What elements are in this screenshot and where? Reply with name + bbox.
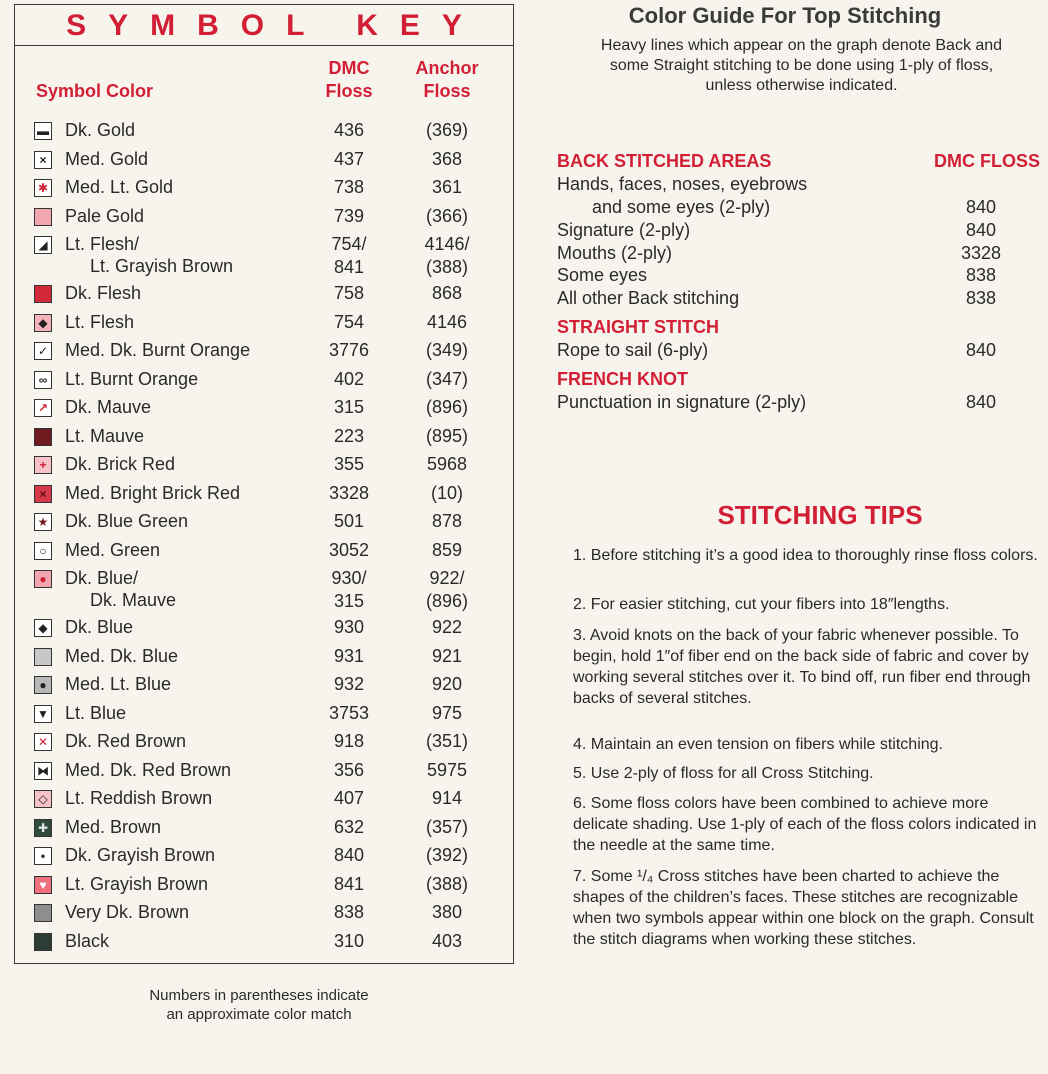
color-guide-intro	[555, 36, 1048, 96]
check-box-icon: ✓	[34, 342, 52, 360]
dmc-number	[311, 396, 387, 419]
symbol-color-name: Med. Gold	[65, 149, 149, 169]
anchor-number	[405, 730, 489, 753]
guide-row	[557, 264, 1011, 287]
dmc-number	[311, 645, 387, 668]
symbol-key-row	[15, 425, 513, 449]
dmc-value: 754/	[331, 234, 367, 254]
symbol-color-name: Dk. Red Brown	[65, 731, 187, 751]
symbol-color-name: Lt. Burnt Orange	[65, 369, 199, 389]
dmc-value: 930/	[331, 568, 367, 588]
dmc-floss-heading: DMC FLOSS	[934, 151, 1040, 171]
anchor-number	[405, 787, 489, 810]
anchor-value: 914	[431, 788, 463, 808]
dmc-value: 932	[333, 674, 365, 694]
symbol-color-name: Med. Dk. Burnt Orange	[65, 340, 251, 360]
dmc-number	[311, 873, 387, 896]
anchor-value: (357)	[425, 817, 469, 837]
straight-stitch-heading: STRAIGHT STITCH	[557, 317, 719, 337]
dmc-number	[311, 482, 387, 505]
symbol-key-row	[15, 539, 513, 563]
symbol-key-row	[15, 787, 513, 811]
anchor-number	[405, 368, 489, 391]
symbol-key-row	[15, 645, 513, 669]
dmc-value: 223	[333, 426, 365, 446]
anchor-value: (896)	[425, 397, 469, 417]
anchor-value: 380	[431, 902, 463, 922]
anchor-number	[405, 425, 489, 448]
anchor-value-line-2: (388)	[425, 257, 469, 277]
guide-row-label: All other Back stitching	[557, 288, 740, 308]
symbol-color-name: Med. Dk. Red Brown	[65, 760, 232, 780]
anchor-number	[405, 616, 489, 639]
guide-row-label: Mouths (2-ply)	[557, 243, 673, 263]
symbol-color-name: Dk. Brick Red	[65, 454, 176, 474]
stitching-tip: 6. Some floss colors have been combined to achieve more delicate shading. Use 1-ply of each of the floss colors indicated in the needle at the same time.	[573, 795, 1037, 854]
dmc-value: 758	[333, 283, 365, 303]
anchor-number	[405, 567, 489, 613]
symbol-key-row	[15, 730, 513, 754]
anchor-value: (347)	[425, 369, 469, 389]
dmc-number	[311, 282, 387, 305]
symbol-color-name: Lt. Blue	[65, 703, 127, 723]
anchor-number	[405, 453, 489, 476]
symbol-key-row	[15, 616, 513, 640]
footnote-line-1: Numbers in parentheses indicate	[149, 987, 369, 1004]
dmc-value: 841	[333, 874, 365, 894]
symbol-color-name: Very Dk. Brown	[65, 902, 190, 922]
guide-row-label: Punctuation in signature (2-ply)	[557, 392, 807, 412]
symbol-key-row	[15, 311, 513, 335]
back-stitched-heading: BACK STITCHED AREAS	[557, 151, 772, 171]
dark-plus-box-icon: ✚	[34, 819, 52, 837]
guide-row-label: Some eyes	[557, 265, 648, 285]
symbol-key-row	[15, 567, 513, 613]
dmc-value: 436	[333, 120, 365, 140]
anchor-value: 361	[431, 177, 463, 197]
anchor-number	[405, 759, 489, 782]
symbol-key-row	[15, 205, 513, 229]
anchor-value: 403	[431, 931, 463, 951]
anchor-number	[405, 176, 489, 199]
intro-line-3: unless otherwise indicated.	[705, 77, 898, 94]
symbol-color-name: Dk. Blue Green	[65, 511, 189, 531]
guide-row	[557, 242, 1011, 265]
symbol-color-header: Symbol Color	[36, 81, 154, 101]
symbol-key-row	[15, 873, 513, 897]
color-guide-title: Color Guide For Top Stitching	[628, 3, 942, 28]
anchor-value: 975	[431, 703, 463, 723]
anchor-value: 5968	[426, 454, 468, 474]
dmc-value: 931	[333, 646, 365, 666]
intro-line-1: Heavy lines which appear on the graph denote Back and	[600, 37, 1003, 54]
dmc-number	[311, 702, 387, 725]
plus-box-icon: +	[34, 456, 52, 474]
footnote	[14, 986, 504, 1024]
dmc-number	[311, 205, 387, 228]
dmc-value: 437	[333, 149, 365, 169]
gray-dot-box-icon: ●	[34, 676, 52, 694]
stitching-tip: 7. Some ¹/₄ Cross stitches have been charted to achieve the shapes of the children’s faces. These stitches are recognizable when two symbols appear within one block on the graph. Consult the stitch diagrams when working these stitches.	[573, 868, 1034, 948]
dmc-value: 315	[333, 397, 365, 417]
anchor-number	[405, 901, 489, 924]
anchor-floss-header: Anchor Floss	[415, 58, 479, 101]
anchor-value-line-2: (896)	[425, 591, 469, 611]
dmc-value-line-2: 841	[333, 257, 365, 277]
x-box-icon: ×	[34, 151, 52, 169]
dmc-number	[311, 510, 387, 533]
stitching-tip: 3. Avoid knots on the back of your fabric whenever possible. To begin, hold 1″of fiber end on the back side of fabric and cover by working several stitches over it. To bind off, run fiber end through backs of several stitches.	[573, 627, 1031, 707]
dmc-number	[311, 759, 387, 782]
anchor-value: (351)	[425, 731, 469, 751]
intro-line-2: some Straight stitching to be done using 1-ply of floss,	[609, 57, 994, 74]
anchor-number	[405, 539, 489, 562]
symbol-color-name: Med. Green	[65, 540, 161, 560]
french-knot-heading: FRENCH KNOT	[557, 369, 688, 389]
symbol-key-row	[15, 339, 513, 363]
symbol-color-name: Med. Brown	[65, 817, 162, 837]
anchor-number	[405, 673, 489, 696]
dmc-number	[311, 368, 387, 391]
anchor-number	[405, 844, 489, 867]
symbol-key-row	[15, 844, 513, 868]
dmc-number	[311, 901, 387, 924]
symbol-key-title: SYMBOL KEY	[15, 5, 513, 46]
anchor-value: 859	[431, 540, 463, 560]
symbol-key-row	[15, 702, 513, 726]
dmc-value: 310	[333, 931, 365, 951]
dmc-number	[311, 567, 387, 613]
pink-solid-box-icon	[34, 208, 52, 226]
dmc-floss-header: DMC Floss	[325, 58, 373, 101]
guide-row-floss: 840	[965, 220, 997, 240]
symbol-key-row	[15, 759, 513, 783]
symbol-key-row	[15, 396, 513, 420]
dmc-value: 402	[333, 369, 365, 389]
symbol-key-row	[15, 510, 513, 534]
guide-row	[557, 173, 1011, 196]
dmc-number	[311, 453, 387, 476]
anchor-value: 878	[431, 511, 463, 531]
anchor-number	[405, 930, 489, 953]
dmc-value: 3052	[328, 540, 370, 560]
symbol-color-name: Black	[65, 931, 110, 951]
infinity-box-icon: ∞	[34, 371, 52, 389]
anchor-number	[405, 339, 489, 362]
dmc-value: 3753	[328, 703, 370, 723]
dmc-value: 930	[333, 617, 365, 637]
star-box-icon: ★	[34, 513, 52, 531]
anchor-value: 921	[431, 646, 463, 666]
anchor-value: 922	[431, 617, 463, 637]
anchor-number	[405, 873, 489, 896]
anchor-value: 868	[431, 283, 463, 303]
symbol-color-name: Dk. Flesh	[65, 283, 142, 303]
symbol-key-row	[15, 482, 513, 506]
symbol-color-name: Dk. Mauve	[65, 397, 152, 417]
dmc-value: 838	[333, 902, 365, 922]
slash-box-icon: ◢	[34, 236, 52, 254]
anchor-value: 4146	[426, 312, 468, 332]
red-x-box-icon: ✕	[34, 733, 52, 751]
black-solid-box-icon	[34, 933, 52, 951]
stitching-tip: 5. Use 2-ply of floss for all Cross Stitching.	[573, 765, 874, 782]
symbol-color-name: Dk. Grayish Brown	[65, 845, 216, 865]
dmc-number	[311, 844, 387, 867]
maroon-solid-box-icon	[34, 428, 52, 446]
symbol-color-name: Lt. Mauve	[65, 426, 145, 446]
guide-row-floss: 3328	[960, 243, 1002, 263]
stitching-tips-title: STITCHING TIPS	[717, 500, 923, 530]
anchor-number	[405, 282, 489, 305]
stitching-tip: 4. Maintain an even tension on fibers while stitching.	[573, 736, 943, 753]
symbol-key-row	[15, 282, 513, 306]
symbol-key-row	[15, 930, 513, 954]
dmc-value: 356	[333, 760, 365, 780]
symbol-color-name-line-2: Lt. Grayish Brown	[90, 256, 234, 276]
dmc-value: 407	[333, 788, 365, 808]
dmc-value: 3776	[328, 340, 370, 360]
dmc-number	[311, 233, 387, 279]
dmc-number	[311, 930, 387, 953]
guide-row	[557, 391, 1011, 414]
anchor-number	[405, 148, 489, 171]
anchor-value: (349)	[425, 340, 469, 360]
red-heart-box-icon: ♥	[34, 876, 52, 894]
dmc-number	[311, 730, 387, 753]
anchor-number	[405, 233, 489, 279]
bowtie-box-icon: ⧓	[34, 762, 52, 780]
dmc-number	[311, 148, 387, 171]
darkgray-solid-box-icon	[34, 904, 52, 922]
anchor-value: (392)	[425, 845, 469, 865]
guide-row-floss: 838	[965, 288, 997, 308]
dmc-value: 501	[333, 511, 365, 531]
dmc-number	[311, 816, 387, 839]
red-solid-box-icon	[34, 285, 52, 303]
dmc-value: 738	[333, 177, 365, 197]
small-dot-box-icon: •	[34, 847, 52, 865]
guide-row-label: Hands, faces, noses, eyebrows	[557, 174, 808, 194]
pink-diamond-box-icon: ◆	[34, 314, 52, 332]
anchor-number	[405, 645, 489, 668]
dot-diamond-box-icon: ◆	[34, 619, 52, 637]
symbol-key-row	[15, 453, 513, 477]
symbol-key-row	[15, 148, 513, 172]
symbol-key-row	[15, 233, 513, 279]
dmc-value: 3328	[328, 483, 370, 503]
down-triangle-box-icon: ▼	[34, 705, 52, 723]
dmc-value: 355	[333, 454, 365, 474]
symbol-color-name: Lt. Flesh/	[65, 234, 140, 254]
dmc-value: 739	[333, 206, 365, 226]
dmc-number	[311, 673, 387, 696]
anchor-value: (895)	[425, 426, 469, 446]
stitching-tip: 1. Before stitching it’s a good idea to thoroughly rinse floss colors.	[573, 547, 1038, 564]
anchor-value: 368	[431, 149, 463, 169]
dmc-number	[311, 311, 387, 334]
anchor-number	[405, 482, 489, 505]
symbol-color-name: Med. Bright Brick Red	[65, 483, 241, 503]
symbol-key-panel	[14, 4, 514, 964]
guide-row-floss: 840	[965, 197, 997, 217]
anchor-number	[405, 702, 489, 725]
symbol-color-name: Dk. Gold	[65, 120, 136, 140]
x-red-box-icon: ×	[34, 485, 52, 503]
anchor-number	[405, 816, 489, 839]
dmc-value: 918	[333, 731, 365, 751]
anchor-value: 920	[431, 674, 463, 694]
guide-row-label: Signature (2-ply)	[557, 220, 691, 240]
symbol-key-row	[15, 673, 513, 697]
symbol-color-name: Lt. Reddish Brown	[65, 788, 213, 808]
dmc-number	[311, 787, 387, 810]
anchor-number	[405, 119, 489, 142]
symbol-key-row	[15, 816, 513, 840]
anchor-value: (388)	[425, 874, 469, 894]
minus-box-icon: ▬	[34, 122, 52, 140]
arrow-box-icon: ↗	[34, 399, 52, 417]
dmc-value: 840	[333, 845, 365, 865]
anchor-value: (366)	[425, 206, 469, 226]
symbol-color-name: Dk. Blue	[65, 617, 134, 637]
symbol-color-name: Med. Lt. Blue	[65, 674, 172, 694]
symbol-color-name-line-2: Dk. Mauve	[90, 590, 177, 610]
anchor-number	[405, 205, 489, 228]
anchor-value: (10)	[430, 483, 463, 503]
anchor-value: 4146/	[424, 234, 470, 254]
symbol-key-row	[15, 119, 513, 143]
symbol-color-name: Med. Dk. Blue	[65, 646, 179, 666]
symbol-color-name: Dk. Blue/	[65, 568, 139, 588]
anchor-value: (369)	[425, 120, 469, 140]
symbol-color-name: Lt. Grayish Brown	[65, 874, 209, 894]
gray-solid-box-icon	[34, 648, 52, 666]
guide-row	[557, 196, 1011, 219]
symbol-key-row	[15, 176, 513, 200]
dmc-value: 632	[333, 817, 365, 837]
guide-row-floss: 840	[965, 392, 997, 412]
symbol-key-row	[15, 368, 513, 392]
anchor-number	[405, 510, 489, 533]
symbol-color-name: Pale Gold	[65, 206, 145, 226]
dmc-number	[311, 425, 387, 448]
dmc-number	[311, 339, 387, 362]
diamond-outline-box-icon: ◇	[34, 790, 52, 808]
guide-row	[557, 287, 1011, 310]
guide-row	[557, 339, 1011, 362]
guide-row-label: and some eyes (2-ply)	[557, 197, 771, 217]
symbol-color-name: Med. Lt. Gold	[65, 177, 174, 197]
anchor-value: 5975	[426, 760, 468, 780]
guide-row-label: Rope to sail (6-ply)	[557, 340, 709, 360]
dmc-number	[311, 176, 387, 199]
symbol-color-name: Lt. Flesh	[65, 312, 135, 332]
asterisk-box-icon: ✱	[34, 179, 52, 197]
circle-box-icon: ○	[34, 542, 52, 560]
symbol-key-row	[15, 901, 513, 925]
anchor-value: 922/	[429, 568, 465, 588]
stitching-tip: 2. For easier stitching, cut your fibers into 18″lengths.	[573, 596, 950, 613]
guide-row-floss: 838	[965, 265, 997, 285]
dmc-number	[311, 119, 387, 142]
pink-circle-box-icon: ●	[34, 570, 52, 588]
anchor-number	[405, 311, 489, 334]
guide-row-floss: 840	[965, 340, 997, 360]
guide-row	[557, 219, 1011, 242]
anchor-number	[405, 396, 489, 419]
dmc-number	[311, 616, 387, 639]
dmc-value: 754	[333, 312, 365, 332]
dmc-number	[311, 539, 387, 562]
footnote-line-2: an approximate color match	[166, 1006, 352, 1023]
dmc-value-line-2: 315	[333, 591, 365, 611]
